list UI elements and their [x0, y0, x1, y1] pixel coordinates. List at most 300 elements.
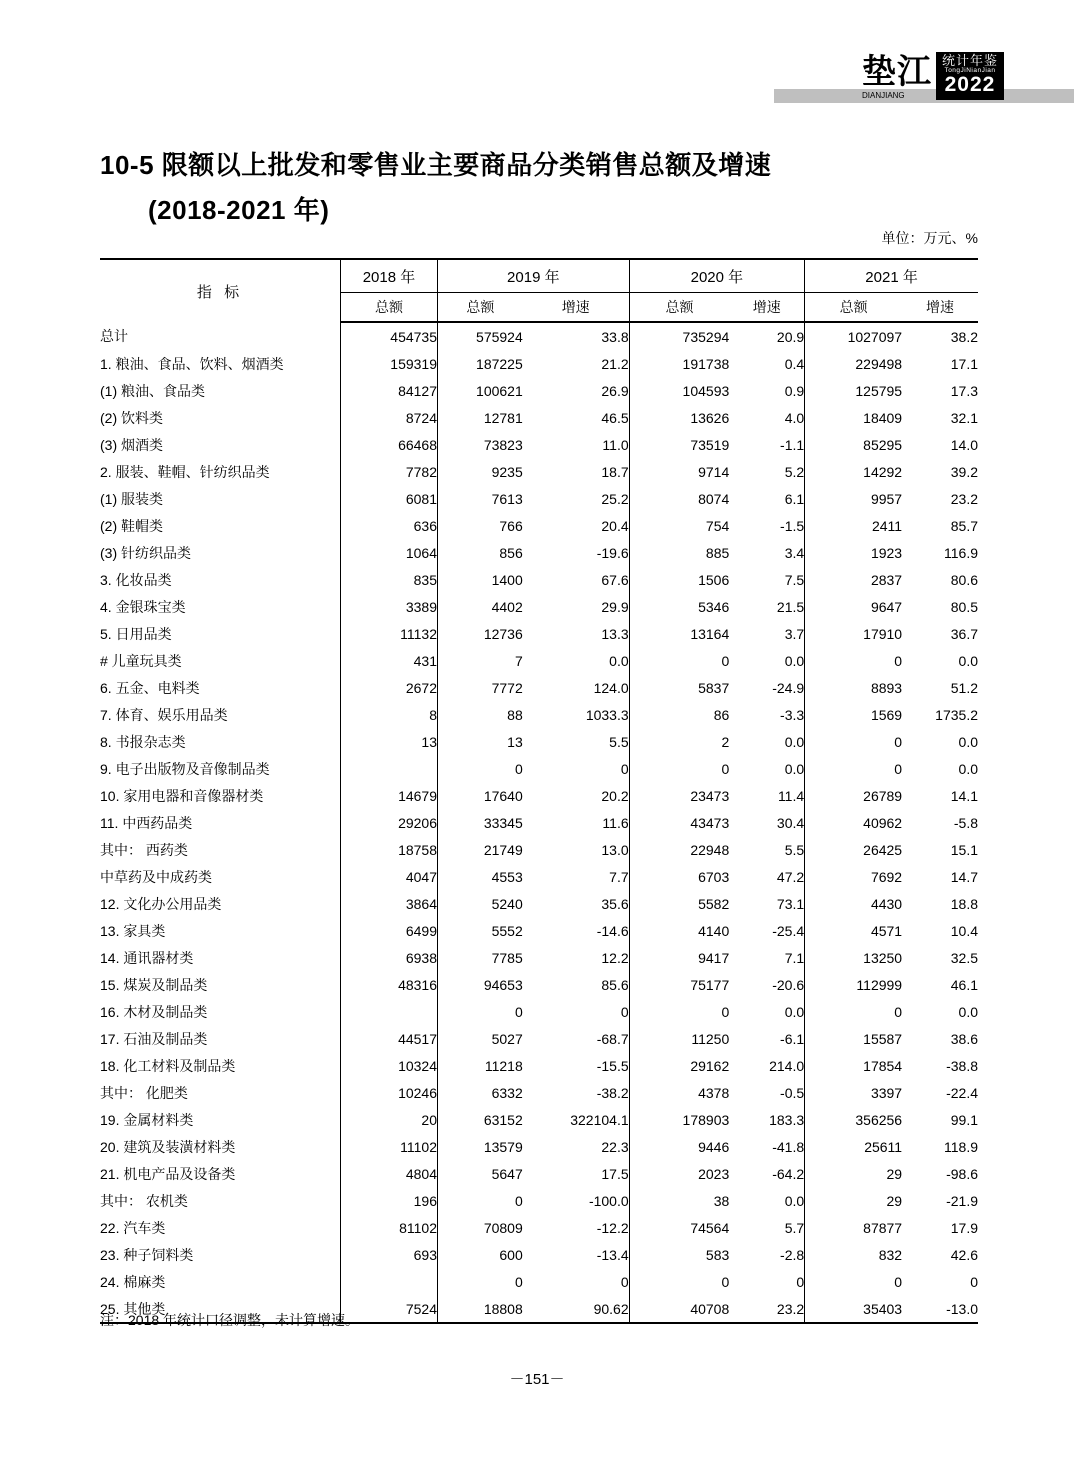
row-value: 885: [705, 544, 730, 561]
table-row: [100, 1133, 978, 1160]
row-value: 4047: [341, 863, 438, 890]
row-value: 10.4: [950, 922, 978, 939]
row-value: 29206: [341, 809, 438, 836]
row-value: 575924: [476, 328, 523, 345]
row-value: 36.7: [950, 625, 978, 642]
row-label: # 儿童玩具类: [100, 647, 341, 674]
row-label: 17. 石油及制品类: [100, 1025, 341, 1052]
row-value: 0.0: [729, 998, 804, 1025]
row-value: 85295: [863, 436, 903, 453]
row-label: 3. 化妆品类: [100, 566, 341, 593]
row-value: 17.3: [950, 382, 978, 399]
row-value: 636: [341, 512, 438, 539]
table-row: [100, 431, 978, 458]
row-label: 10. 家用电器和音像器材类: [100, 782, 341, 809]
row-value: 75177: [690, 976, 730, 993]
row-value: 46.5: [523, 404, 629, 431]
row-value: 12781: [483, 409, 523, 426]
row-value: 0.0: [729, 755, 804, 782]
unit-label: 单位：万元、%: [881, 230, 978, 246]
row-value: 84127: [341, 377, 438, 404]
row-label: 4. 金银珠宝类: [100, 593, 341, 620]
row-value: 0: [514, 760, 523, 777]
data-table-wrapper: [100, 258, 978, 1324]
row-value: 3397: [870, 1084, 903, 1101]
row-value: 11250: [691, 1030, 730, 1047]
row-value: -6.1: [729, 1025, 804, 1052]
row-value: 7: [514, 652, 523, 669]
table-row: [100, 350, 978, 377]
row-value: 3864: [341, 890, 438, 917]
row-value: 4571: [870, 922, 903, 939]
row-value: 35.6: [523, 890, 629, 917]
row-value: 0: [894, 760, 903, 777]
row-value: 178903: [682, 1111, 730, 1128]
col-header-2021-growth: 增速: [902, 293, 978, 323]
row-value: -98.6: [946, 1165, 978, 1182]
row-value: 18409: [863, 409, 903, 426]
table-row: [100, 322, 978, 350]
row-value: 26789: [863, 787, 903, 804]
row-value: 20: [341, 1106, 438, 1133]
row-value: [341, 755, 438, 782]
row-value: 5552: [491, 922, 523, 939]
row-value: 5582: [698, 895, 730, 912]
row-value: 90.62: [523, 1295, 629, 1323]
row-value: 1064: [341, 539, 438, 566]
row-label: (3) 针纺织品类: [100, 539, 341, 566]
row-value: 6703: [698, 868, 730, 885]
row-value: -3.3: [729, 701, 804, 728]
row-value: 14.0: [950, 436, 978, 453]
col-header-year-2018: 2018 年: [341, 259, 438, 293]
table-note: 注：2018 年统计口径调整，未计算增速。: [100, 1312, 360, 1328]
row-value: 9957: [870, 490, 903, 507]
row-value: 32.1: [950, 409, 978, 426]
row-value: 10246: [341, 1079, 438, 1106]
row-label: 7. 体育、娱乐用品类: [100, 701, 341, 728]
logo-badge-pinyin: TongJiNianJian: [944, 66, 996, 74]
col-header-2019-growth: 增速: [523, 293, 629, 323]
row-value: 18808: [438, 1295, 523, 1323]
row-value: 0: [721, 1273, 730, 1290]
row-label: 12. 文化办公用品类: [100, 890, 341, 917]
row-value: [341, 1268, 438, 1295]
row-value: 0: [514, 1273, 523, 1290]
row-value: -13.4: [523, 1241, 629, 1268]
row-value: -5.8: [953, 814, 978, 831]
row-value: 23.2: [729, 1295, 804, 1323]
row-value: 754: [705, 517, 730, 534]
row-value: 7772: [491, 679, 523, 696]
row-value: 12.2: [523, 944, 629, 971]
yearbook-logo: [862, 52, 1004, 100]
page-subtitle: (2018-2021 年): [148, 195, 330, 225]
data-table: [100, 258, 978, 1324]
row-value: 4553: [491, 868, 523, 885]
row-value: -41.8: [729, 1133, 804, 1160]
table-row: [100, 1052, 978, 1079]
row-value: 118.9: [944, 1138, 978, 1155]
row-value: -100.0: [523, 1187, 629, 1214]
row-label: (1) 服装类: [100, 485, 341, 512]
row-value: 17854: [863, 1057, 903, 1074]
row-value: 38: [713, 1192, 730, 1209]
row-value: 0: [894, 733, 903, 750]
row-value: 2672: [341, 674, 438, 701]
row-value: 29: [886, 1192, 903, 1209]
row-value: 125795: [855, 382, 903, 399]
row-value: [341, 998, 438, 1025]
row-value: 5346: [698, 598, 730, 615]
table-row: [100, 809, 978, 836]
row-value: 21.5: [729, 593, 804, 620]
row-value: 18.8: [950, 895, 978, 912]
col-header-indicator: 指 标: [100, 259, 341, 322]
row-value: 583: [705, 1246, 730, 1263]
row-value: 1506: [698, 571, 730, 588]
row-value: 2411: [871, 517, 903, 534]
row-value: 22.3: [523, 1133, 629, 1160]
row-value: 0.0: [958, 760, 978, 777]
row-value: 4.0: [729, 404, 804, 431]
row-value: 40962: [863, 814, 903, 831]
row-value: -22.4: [946, 1084, 978, 1101]
col-header-2020-growth: 增速: [729, 293, 804, 323]
row-value: 1735.2: [935, 706, 978, 723]
row-label: (3) 烟酒类: [100, 431, 341, 458]
row-label: 18. 化工材料及制品类: [100, 1052, 341, 1079]
table-row: [100, 674, 978, 701]
row-value: 11.4: [729, 782, 804, 809]
row-value: 322104.1: [523, 1106, 629, 1133]
row-value: 13: [507, 733, 523, 750]
row-value: 766: [499, 517, 523, 534]
row-value: 5240: [491, 895, 523, 912]
row-value: 0.0: [729, 728, 804, 755]
table-row: [100, 755, 978, 782]
row-value: 14.7: [950, 868, 978, 885]
row-label: 6. 五金、电料类: [100, 674, 341, 701]
row-value: 86: [713, 706, 730, 723]
row-label: 14. 通讯器材类: [100, 944, 341, 971]
row-value: -2.8: [729, 1241, 804, 1268]
table-row: [100, 1268, 978, 1295]
row-label: 其中： 农机类: [100, 1187, 341, 1214]
row-value: 1569: [870, 706, 903, 723]
row-label: 其中： 西药类: [100, 836, 341, 863]
row-value: -24.9: [729, 674, 804, 701]
row-label: 11. 中西药品类: [100, 809, 341, 836]
row-value: 835: [341, 566, 438, 593]
row-value: 112999: [856, 976, 903, 993]
col-header-year-2020: 2020 年: [629, 259, 805, 293]
row-value: 356256: [855, 1111, 903, 1128]
row-value: 6081: [341, 485, 438, 512]
row-value: -38.8: [946, 1057, 978, 1074]
row-value: 48316: [341, 971, 438, 998]
table-row: [100, 647, 978, 674]
row-label: 16. 木材及制品类: [100, 998, 341, 1025]
row-value: 5.5: [729, 836, 804, 863]
page-title: 10-5 限额以上批发和零售业主要商品分类销售总额及增速: [100, 150, 772, 180]
table-row: [100, 1079, 978, 1106]
row-value: 14292: [863, 463, 903, 480]
row-value: -19.6: [523, 539, 629, 566]
row-value: 454735: [341, 322, 438, 350]
row-label: 23. 种子饲料类: [100, 1241, 341, 1268]
row-value: 38.6: [950, 1030, 978, 1047]
col-header-2019-total: 总额: [438, 293, 523, 323]
row-value: 85.6: [523, 971, 629, 998]
row-value: 5027: [491, 1030, 523, 1047]
row-label: 9. 电子出版物及音像制品类: [100, 755, 341, 782]
row-value: 6332: [491, 1084, 523, 1101]
row-value: 33345: [483, 814, 523, 831]
row-value: 20.4: [523, 512, 629, 539]
table-row: [100, 1214, 978, 1241]
row-value: 13.0: [523, 836, 629, 863]
row-value: 74564: [690, 1219, 730, 1236]
row-label: 19. 金属材料类: [100, 1106, 341, 1133]
row-label: 21. 机电产品及设备类: [100, 1160, 341, 1187]
row-value: 183.3: [729, 1106, 804, 1133]
table-row: [100, 404, 978, 431]
row-value: 17.1: [950, 355, 978, 372]
row-value: 5647: [491, 1165, 523, 1182]
table-head-row-years: [100, 259, 978, 293]
row-value: 0: [894, 652, 903, 669]
row-value: -15.5: [523, 1052, 629, 1079]
row-label: 其中： 化肥类: [100, 1079, 341, 1106]
row-value: 5837: [698, 679, 730, 696]
row-value: 0.4: [729, 350, 804, 377]
row-value: 100621: [476, 382, 523, 399]
row-value: 20.9: [729, 322, 804, 350]
row-value: 9417: [698, 949, 730, 966]
table-row: [100, 971, 978, 998]
row-value: 0.0: [729, 1187, 804, 1214]
row-label: (2) 鞋帽类: [100, 512, 341, 539]
table-row: [100, 1106, 978, 1133]
row-value: 18758: [341, 836, 438, 863]
row-value: 1400: [491, 571, 523, 588]
logo-badge: [936, 52, 1004, 100]
row-value: 9714: [698, 463, 730, 480]
row-value: 7613: [491, 490, 523, 507]
logo-badge-year: 2022: [944, 73, 996, 97]
row-value: 17.5: [523, 1160, 629, 1187]
row-value: 81102: [341, 1214, 438, 1241]
row-value: 15587: [863, 1030, 903, 1047]
row-value: 80.6: [950, 571, 978, 588]
row-value: 2: [721, 733, 730, 750]
row-label: 5. 日用品类: [100, 620, 341, 647]
row-value: 0: [721, 760, 730, 777]
table-row: [100, 539, 978, 566]
row-value: 14.1: [950, 787, 978, 804]
row-value: 0.0: [958, 733, 978, 750]
page-header: [774, 52, 1074, 112]
row-value: 0: [523, 998, 629, 1025]
table-row: [100, 1160, 978, 1187]
row-value: 39.2: [950, 463, 978, 480]
row-value: 51.2: [950, 679, 978, 696]
row-value: 73823: [483, 436, 523, 453]
row-value: 0: [721, 652, 730, 669]
row-value: 431: [341, 647, 438, 674]
table-row: [100, 1241, 978, 1268]
row-value: 38.2: [950, 328, 978, 345]
row-value: 18.7: [523, 458, 629, 485]
logo-chinese-text: 垫江: [861, 53, 932, 91]
row-value: 214.0: [729, 1052, 804, 1079]
row-value: 88: [507, 706, 523, 723]
row-value: 5.5: [523, 728, 629, 755]
row-value: 13626: [690, 409, 730, 426]
row-value: 21.2: [523, 350, 629, 377]
row-value: 9235: [491, 463, 523, 480]
logo-chinese-name: [861, 53, 932, 100]
row-value: 29: [886, 1165, 903, 1182]
row-value: 693: [341, 1241, 438, 1268]
row-value: 7.5: [729, 566, 804, 593]
row-value: -0.5: [729, 1079, 804, 1106]
row-value: 5.2: [729, 458, 804, 485]
row-value: 13.3: [523, 620, 629, 647]
table-row: [100, 782, 978, 809]
row-label: 1. 粮油、食品、饮料、烟酒类: [100, 350, 341, 377]
table-row: [100, 917, 978, 944]
row-value: 4430: [870, 895, 903, 912]
row-value: 9647: [870, 598, 903, 615]
row-value: 11102: [341, 1133, 438, 1160]
row-value: 10324: [341, 1052, 438, 1079]
page-number: －151－: [509, 1371, 565, 1388]
row-value: 80.5: [950, 598, 978, 615]
row-value: -38.2: [523, 1079, 629, 1106]
row-value: 0.0: [958, 652, 978, 669]
table-row: [100, 377, 978, 404]
row-value: -12.2: [523, 1214, 629, 1241]
row-value: 85.7: [950, 517, 978, 534]
row-value: 8: [341, 701, 438, 728]
row-label: 25. 其他类: [100, 1295, 341, 1323]
row-label: (1) 粮油、食品类: [100, 377, 341, 404]
row-value: -1.1: [729, 431, 804, 458]
row-value: 0.0: [958, 1003, 978, 1020]
row-value: 23473: [690, 787, 730, 804]
row-value: 0.0: [523, 647, 629, 674]
row-value: 4402: [491, 598, 523, 615]
row-value: 7785: [491, 949, 523, 966]
row-value: 63152: [483, 1111, 523, 1128]
row-value: 13: [341, 728, 438, 755]
row-value: 11132: [341, 620, 438, 647]
col-header-2018-total: 总额: [341, 293, 438, 323]
row-value: 0: [970, 1273, 978, 1290]
row-value: 20.2: [523, 782, 629, 809]
col-header-year-2019: 2019 年: [438, 259, 630, 293]
row-value: 3389: [341, 593, 438, 620]
row-value: 0.9: [729, 377, 804, 404]
row-value: 9446: [698, 1138, 730, 1155]
row-value: -13.0: [902, 1295, 978, 1323]
row-value: -68.7: [523, 1025, 629, 1052]
row-value: 229498: [855, 355, 903, 372]
row-value: 7782: [341, 458, 438, 485]
row-value: -14.6: [523, 917, 629, 944]
row-value: 8724: [341, 404, 438, 431]
row-value: 1033.3: [523, 701, 629, 728]
row-value: 0: [523, 1268, 629, 1295]
col-header-year-2021: 2021 年: [805, 259, 978, 293]
row-label: 8. 书报杂志类: [100, 728, 341, 755]
row-value: 0: [894, 1273, 903, 1290]
row-value: 0: [721, 1003, 730, 1020]
row-value: 26.9: [523, 377, 629, 404]
row-value: 21749: [483, 841, 523, 858]
row-value: 26425: [863, 841, 903, 858]
table-row: [100, 890, 978, 917]
row-value: 124.0: [523, 674, 629, 701]
row-value: 13164: [690, 625, 730, 642]
col-header-2020-total: 总额: [629, 293, 729, 323]
row-value: 67.6: [523, 566, 629, 593]
row-value: 94653: [483, 976, 523, 993]
table-row: [100, 620, 978, 647]
row-value: 47.2: [729, 863, 804, 890]
row-value: 1923: [870, 544, 903, 561]
row-value: 104593: [682, 382, 730, 399]
row-label: 15. 煤炭及制品类: [100, 971, 341, 998]
table-head: [100, 259, 978, 322]
row-value: 4378: [698, 1084, 730, 1101]
row-value: 7692: [870, 868, 903, 885]
row-value: 40708: [629, 1295, 729, 1323]
row-label: (2) 饮料类: [100, 404, 341, 431]
row-value: 1027097: [847, 328, 903, 345]
table-row: [100, 728, 978, 755]
row-value: 8074: [698, 490, 730, 507]
table-row: [100, 863, 978, 890]
row-value: 70809: [483, 1219, 523, 1236]
row-value: 0.0: [729, 647, 804, 674]
row-label: 20. 建筑及装潢材料类: [100, 1133, 341, 1160]
row-value: 0: [729, 1268, 804, 1295]
row-value: 0: [523, 755, 629, 782]
row-value: 12736: [483, 625, 523, 642]
row-value: 2837: [870, 571, 903, 588]
row-value: 29162: [690, 1057, 730, 1074]
row-value: 46.1: [950, 976, 978, 993]
row-value: 35403: [805, 1295, 902, 1323]
row-value: 15.1: [950, 841, 978, 858]
table-body: [100, 322, 978, 1323]
col-header-2021-total: 总额: [805, 293, 902, 323]
row-value: 0: [514, 1192, 523, 1209]
row-value: 2023: [698, 1165, 730, 1182]
row-value: 87877: [863, 1219, 903, 1236]
row-value: -20.6: [729, 971, 804, 998]
row-value: 32.5: [950, 949, 978, 966]
row-value: 600: [499, 1246, 523, 1263]
table-row: [100, 944, 978, 971]
row-value: 73519: [690, 436, 730, 453]
row-value: 159319: [341, 350, 438, 377]
row-value: 23.2: [950, 490, 978, 507]
row-label: 24. 棉麻类: [100, 1268, 341, 1295]
